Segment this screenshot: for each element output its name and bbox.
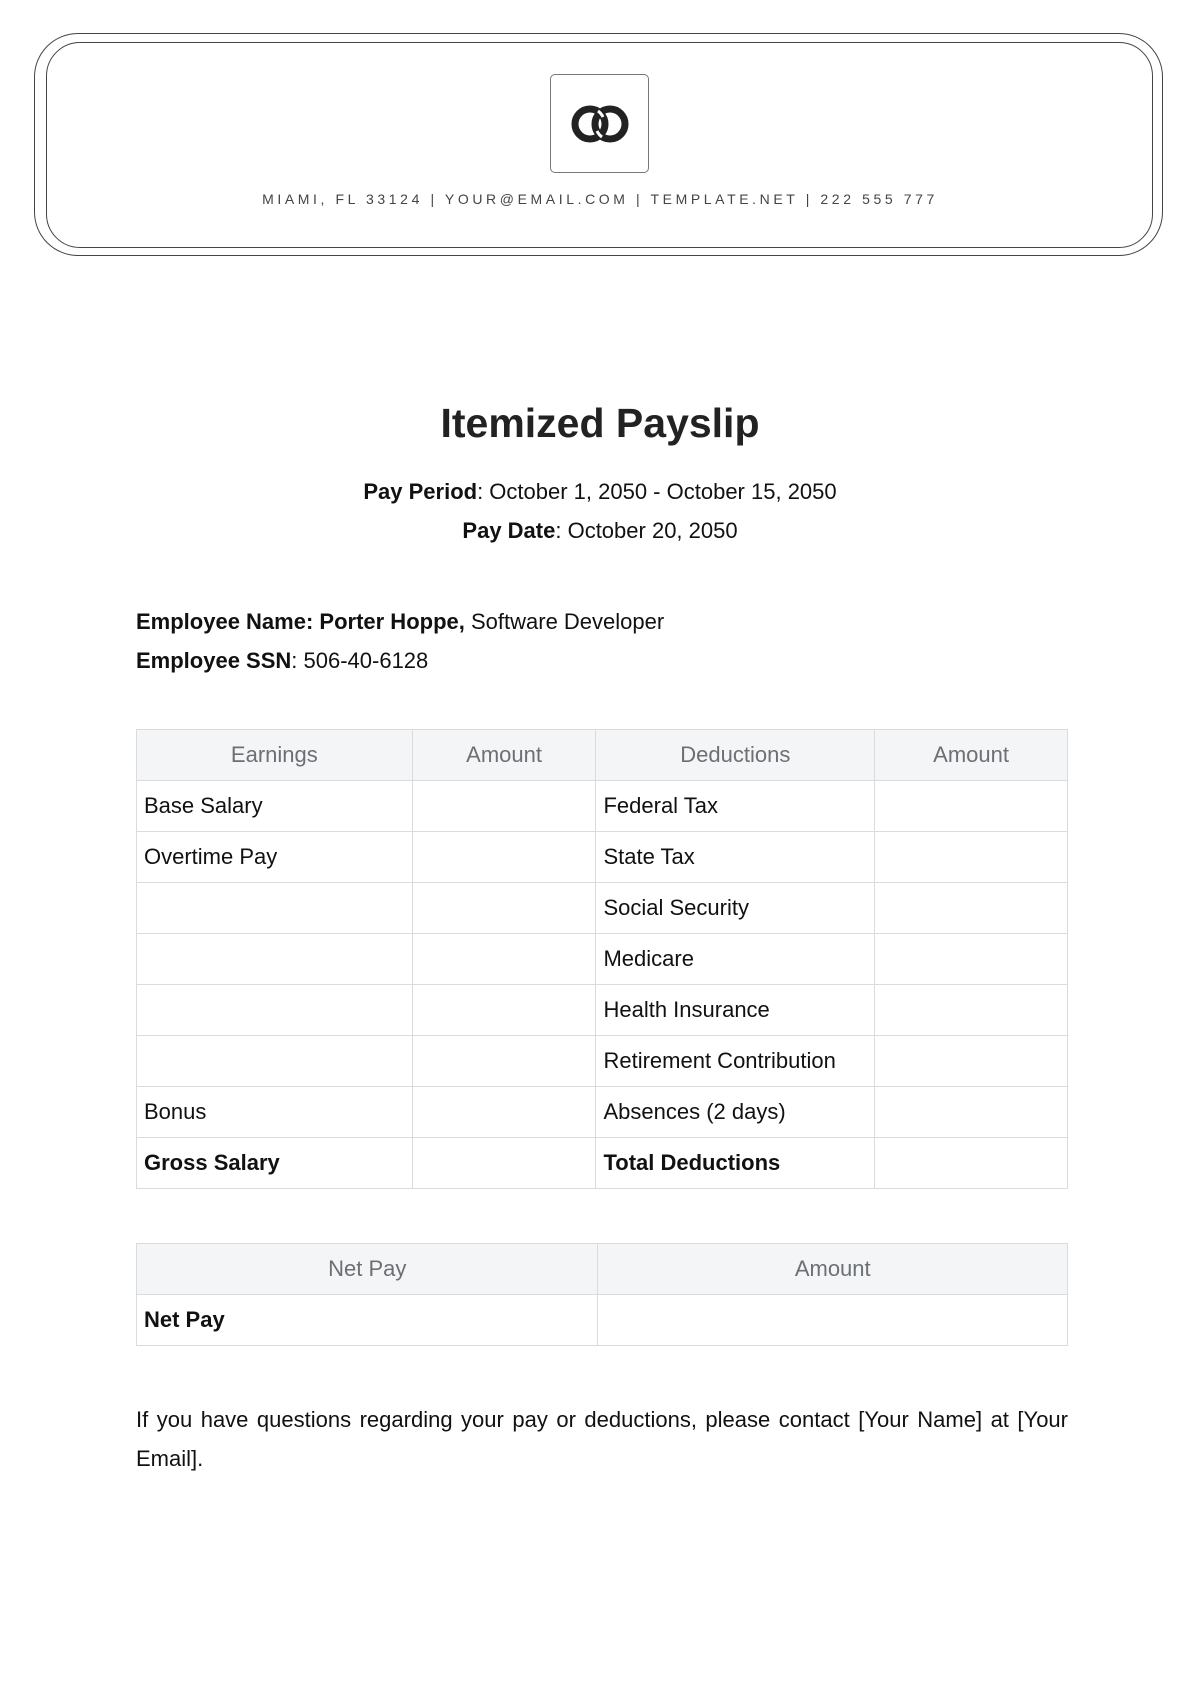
deduction-item: Social Security <box>596 883 875 934</box>
deduction-amount[interactable] <box>875 832 1068 883</box>
deduction-amount[interactable] <box>875 934 1068 985</box>
table-row <box>137 934 1068 985</box>
header-amount: Amount <box>412 730 596 781</box>
deduction-item: Absences (2 days) <box>596 1087 875 1138</box>
pay-period-label: Pay Period <box>363 479 478 504</box>
table-row <box>137 1036 1068 1087</box>
pay-date <box>0 518 1200 544</box>
table-row <box>137 781 1068 832</box>
header-net-pay: Net Pay <box>137 1244 598 1295</box>
deduction-amount[interactable] <box>875 1036 1068 1087</box>
deduction-item: Medicare <box>596 934 875 985</box>
earning-amount[interactable] <box>412 985 596 1036</box>
deduction-amount[interactable] <box>875 1087 1068 1138</box>
earning-amount[interactable] <box>412 1087 596 1138</box>
header-deductions: Deductions <box>596 730 875 781</box>
earning-item: Base Salary <box>137 781 413 832</box>
employee-name <box>136 609 664 635</box>
contact-info: MIAMI, FL 33124 | YOUR@EMAIL.COM | TEMPLATE.NET | 222 555 777 <box>262 191 938 207</box>
table-header-row <box>137 730 1068 781</box>
deduction-item: State Tax <box>596 832 875 883</box>
earning-item: Overtime Pay <box>137 832 413 883</box>
employee-ssn <box>136 648 428 674</box>
header-amount: Amount <box>875 730 1068 781</box>
table-row <box>137 832 1068 883</box>
deduction-amount[interactable] <box>875 781 1068 832</box>
deduction-item: Federal Tax <box>596 781 875 832</box>
table-row <box>137 1138 1068 1189</box>
earning-amount[interactable] <box>412 883 596 934</box>
earning-item <box>137 1036 413 1087</box>
company-logo <box>550 74 649 173</box>
employee-ssn-value: : 506-40-6128 <box>291 648 429 673</box>
employee-name-label: Employee Name: Porter Hoppe, <box>136 609 465 634</box>
deduction-amount[interactable] <box>875 1138 1068 1189</box>
earning-amount[interactable] <box>412 1138 596 1189</box>
header-amount: Amount <box>598 1244 1068 1295</box>
deduction-amount[interactable] <box>875 985 1068 1036</box>
pay-date-label: Pay Date <box>462 518 556 543</box>
table-row <box>137 1087 1068 1138</box>
earnings-deductions-table <box>136 729 1068 1189</box>
employee-ssn-label: Employee SSN <box>136 648 292 673</box>
footer-note: If you have questions regarding your pay or deductions, please contact [Your Name] at [Your Email]. <box>136 1407 1068 1471</box>
page-title: Itemized Payslip <box>440 400 760 446</box>
net-pay-table <box>136 1243 1068 1346</box>
table-row <box>137 1295 1068 1346</box>
earning-amount[interactable] <box>412 934 596 985</box>
deduction-item: Retirement Contribution <box>596 1036 875 1087</box>
pay-period <box>0 479 1200 505</box>
net-pay-amount[interactable] <box>598 1295 1068 1346</box>
deduction-amount[interactable] <box>875 883 1068 934</box>
earning-amount[interactable] <box>412 1036 596 1087</box>
earning-item <box>137 934 413 985</box>
earning-amount[interactable] <box>412 832 596 883</box>
earning-item: Gross Salary <box>137 1138 413 1189</box>
interlocking-rings-icon <box>570 102 630 146</box>
earning-item: Bonus <box>137 1087 413 1138</box>
earning-item <box>137 985 413 1036</box>
net-pay-label: Net Pay <box>137 1295 598 1346</box>
table-header-row <box>137 1244 1068 1295</box>
table-row <box>137 883 1068 934</box>
table-row <box>137 985 1068 1036</box>
deduction-item: Total Deductions <box>596 1138 875 1189</box>
deduction-item: Health Insurance <box>596 985 875 1036</box>
header-earnings: Earnings <box>137 730 413 781</box>
earning-amount[interactable] <box>412 781 596 832</box>
employee-role: Software Developer <box>464 609 665 634</box>
pay-date-value: : October 20, 2050 <box>555 518 738 543</box>
pay-period-value: : October 1, 2050 - October 15, 2050 <box>477 479 837 504</box>
earning-item <box>137 883 413 934</box>
